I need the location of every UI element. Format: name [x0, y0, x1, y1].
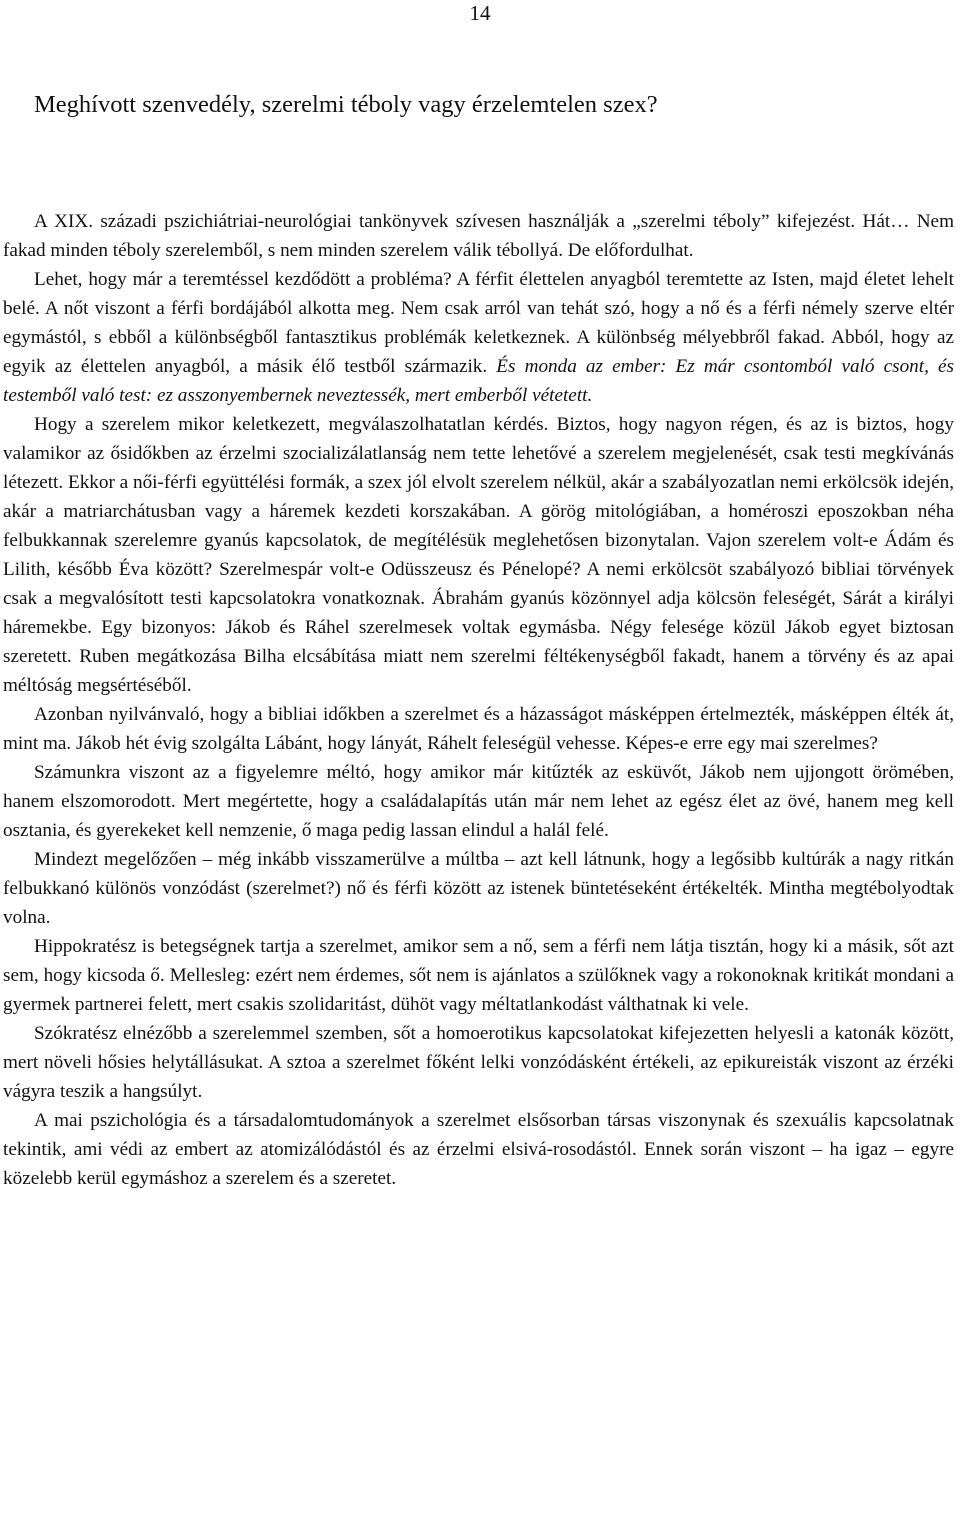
paragraph-8: [3, 1019, 954, 1106]
paragraph-text: Szókratész elnézőbb a szerelemmel szemben, sőt a homoerotikus kapcsolatokat kifejezetten helyesli a katonák között, mert növeli hősies helytállásukat. A sztoa a szerelmet főként lelki vonzódásként értékeli, az epikureisták viszont az érzéki vágyra teszik a hangsúlyt.: [3, 1023, 954, 1102]
paragraph-text: A XIX. századi pszichiátriai-neurológiai tankönyvek szívesen használják a „szerelmi téboly” kifejezést. Hát… Nem fakad minden téboly szerelemből, s nem minden szerelem válik tébollyá. De előfordulhat.: [3, 211, 954, 261]
body-text: [3, 207, 954, 1193]
paragraph-text: Mindezt megelőzően – még inkább visszamerülve a múltba – azt kell látnunk, hogy a legősibb kultúrák a nagy ritkán felbukkanó különös vonzódást (szerelmet?) nő és férfi között az istenek büntetéseként értékelték. Mintha megtébolyodtak volna.: [3, 849, 954, 928]
paragraph-2: [3, 265, 954, 410]
paragraph-text: Számunkra viszont az a figyelemre méltó, hogy amikor már kitűzték az esküvőt, Jákob nem ujjongott örömében, hanem elszomorodott. Mert megértette, hogy a családalapítás után már nem lehet az egész élet az övé, hanem meg kell osztania, és gyerekeket kell nemzenie, ő maga pedig lassan elindul a halál felé.: [3, 762, 954, 841]
paragraph-text: Azonban nyilvánvaló, hogy a bibliai időkben a szerelmet és a házasságot másképpen értelmezték, másképpen élték át, mint ma. Jákob hét évig szolgálta Lábánt, hogy lányát, Ráhelt feleségül vehesse. Képes-e erre egy mai szerelmes?: [3, 704, 954, 754]
paragraph-6: [3, 845, 954, 932]
paragraph-5: [3, 758, 954, 845]
paragraph-3: [3, 410, 954, 700]
page-title: Meghívott szenvedély, szerelmi téboly vagy érzelemtelen szex?: [34, 91, 658, 118]
paragraph-text: Hippokratész is betegségnek tartja a szerelmet, amikor sem a nő, sem a férfi nem látja tisztán, hogy ki a másik, sőt azt sem, hogy kicsoda ő. Mellesleg: ezért nem érdemes, sőt nem is ajánlatos a szülőknek vagy a rokonoknak kritikát mondani a gyermek partnerei felett, mert csakis szolidaritást, dühöt vagy méltatlankodást válthatnak ki vele.: [3, 936, 954, 1015]
paragraph-text: A mai pszichológia és a társadalomtudományok a szerelmet elsősorban társas viszonynak és szexuális kapcsolatnak tekintik, ami védi az embert az atomizálódástól és az érzelmi elsivá-rosodástól. Ennek során viszont – ha igaz – egyre közelebb kerül egymáshoz a szerelem és a szeretet.: [3, 1110, 954, 1189]
paragraph-text: Lehet, hogy már a teremtéssel kezdődött a probléma? A férfit élettelen anyagból teremtette az Isten, majd életet lehelt belé. A nőt viszont a férfi bordájából alkotta meg. Nem csak arról van tehát szó, hogy a nő és a férfi némely szerve eltér egymástól, s ebből a különbségből fantasztikus problémák keletkeznek. A különbség mélyebbről fakad. Abból, hogy az egyik az élettelen anyagból, a másik élő testből származik.: [3, 269, 954, 377]
bible-quote: És monda az ember: Ez már csontomból való csont, és testemből való test: ez asszonyembernek neveztessék, mert emberből vétetett.: [3, 356, 955, 406]
page-number: 14: [469, 1, 491, 25]
paragraph-4: [3, 700, 954, 758]
paragraph-text: Hogy a szerelem mikor keletkezett, megválaszolhatatlan kérdés. Biztos, hogy nagyon régen, és az is biztos, hogy valamikor az ősidőkben az érzelmi szocializálatlanság nem tette lehetővé a szerelem megjelenését, csak testi megkívánás létezett. Ekkor a női-férfi együttélési formák, a szex jól elvolt szerelem nélkül, akár a szabályozatlan nemi erkölcsök idején, akár a matriarchátusban vagy a háremek kezdeti korszakában. A görög mitológiában, a homéroszi eposzokban néha felbukkannak szerelemre gyanús kapcsolatok, de megítélésük meglehetősen bizonytalan. Vajon szerelem volt-e Ádám és Lilith, később Éva között? Szerelmespár volt-e Odüsszeusz és Pénelopé? A nemi erkölcsöt szabályozó bibliai törvények csak a megvalósított testi kapcsolatokra vonatkoznak. Ábrahám gyanús közönnyel adja kölcsön feleségét, Sárát a királyi háremekbe. Egy bizonyos: Jákob és Ráhel szerelmesek voltak egymásba. Négy felesége közül Jákob egyet biztosan szeretett. Ruben megátkozása Bilha elcsábítása miatt nem szerelmi féltékenységből fakadt, hanem a törvény és az apai méltóság megsértéséből.: [3, 414, 954, 696]
paragraph-7: [3, 932, 954, 1019]
paragraph-9: [3, 1106, 954, 1193]
paragraph-1: [3, 207, 954, 265]
